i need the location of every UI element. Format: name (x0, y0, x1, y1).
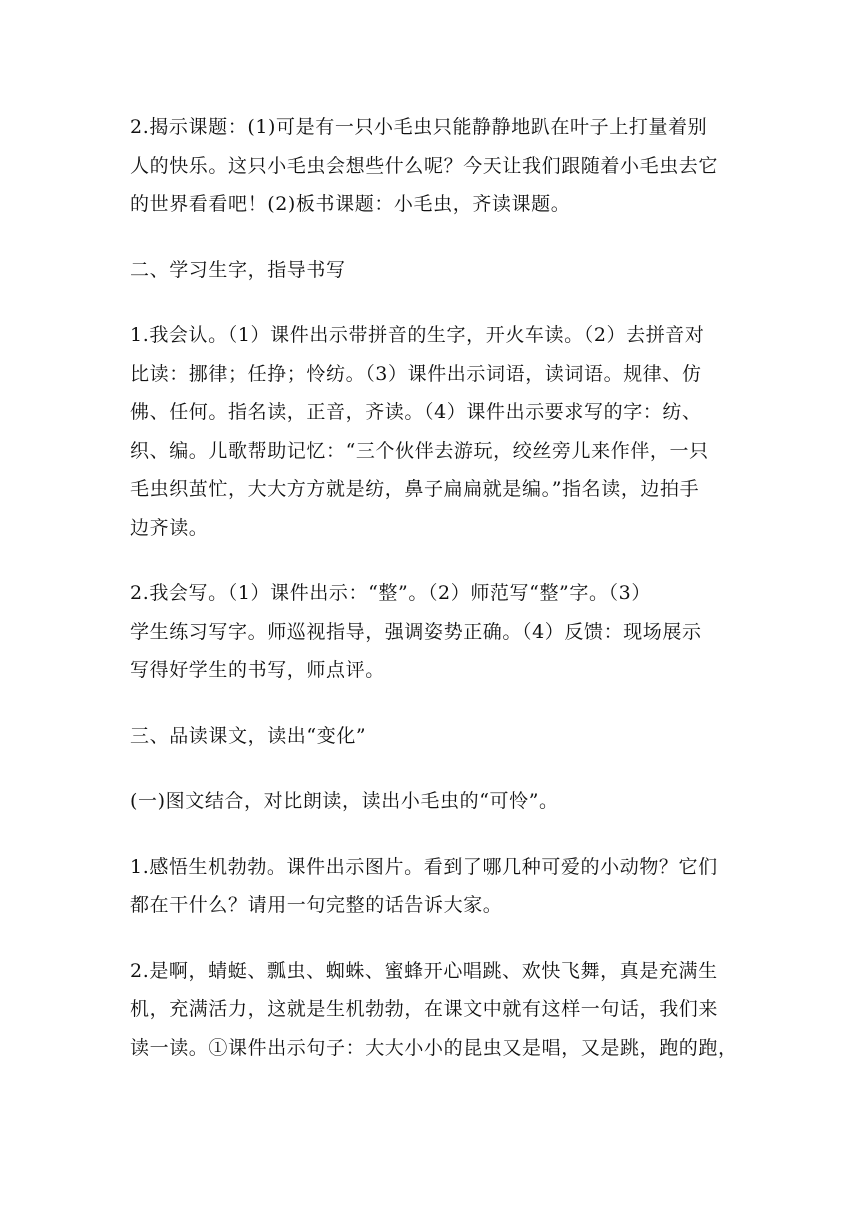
text-line: 毛虫织茧忙，大大方方就是纺，鼻子扁扁就是编。”指名读，边拍手 (130, 478, 700, 500)
text-line: 人的快乐。这只小毛虫会想些什么呢？今天让我们跟随着小毛虫去它 (130, 154, 719, 177)
paragraph-write-characters (130, 574, 730, 690)
text-line: 比读：挪律；任挣；怜纺。（3）课件出示词语，读词语。规律、仿 (130, 362, 702, 385)
paragraph-insects-description (130, 952, 738, 1068)
paragraph-recognize-characters (130, 316, 730, 547)
text-line: 2.揭示课题：(1)可是有一只小毛虫只能静静地趴在叶子上打量着别 (130, 116, 708, 138)
text-line: 读一读。①课件出示句子：大大小小的昆虫又是唱，又是跳，跑的跑， (130, 1036, 738, 1059)
text-line: 佛、任何。指名读，正音，齐读。（4）课件出示要求写的字：纺、 (130, 401, 702, 423)
text-line: 边齐读。 (130, 516, 209, 539)
section-heading-read-text (130, 717, 730, 756)
text-line: 学生练习写字。师巡视指导，强调姿势正确。（4）反馈：现场展示 (130, 620, 702, 643)
section-heading-learn-characters (130, 251, 730, 290)
text-line: 的世界看看吧！(2)板书课题：小毛虫，齐读课题。 (130, 193, 571, 215)
text-line: 1.我会认。（1）课件出示带拼音的生字，开火车读。（2）去拼音对 (130, 324, 705, 346)
text-line: 2.我会写。（1）课件出示：“整”。（2）师范写“整”字。（3） (130, 582, 651, 604)
section-heading-text: 二、学习生字，指导书写 (130, 258, 346, 281)
text-line: 写得好学生的书写，师点评。 (130, 659, 385, 681)
paragraph-reveal-topic (130, 108, 730, 224)
text-line: 机，充满活力，这就是生机勃勃，在课文中就有这样一句话，我们来 (130, 998, 719, 1020)
subsection-heading-text: (一)图文结合，对比朗读，读出小毛虫的“可怜”。 (130, 790, 559, 812)
section-heading-text: 三、品读课文，读出“变化” (130, 724, 367, 747)
document-body (130, 108, 738, 1094)
text-line: 都在干什么？请用一句完整的话告诉大家。 (130, 894, 503, 916)
text-line: 织、编。儿歌帮助记忆：“三个伙伴去游玩，绞丝旁儿来作伴，一只 (130, 439, 709, 462)
text-line: 1.感悟生机勃勃。课件出示图片。看到了哪几种可爱的小动物？它们 (130, 855, 718, 878)
text-line: 2.是啊，蜻蜓、瓢虫、蜘蛛、蜜蜂开心唱跳、欢快飞舞，真是充满生 (130, 959, 718, 982)
paragraph-feel-vitality (130, 848, 730, 925)
subsection-heading-picture-text (130, 782, 730, 821)
